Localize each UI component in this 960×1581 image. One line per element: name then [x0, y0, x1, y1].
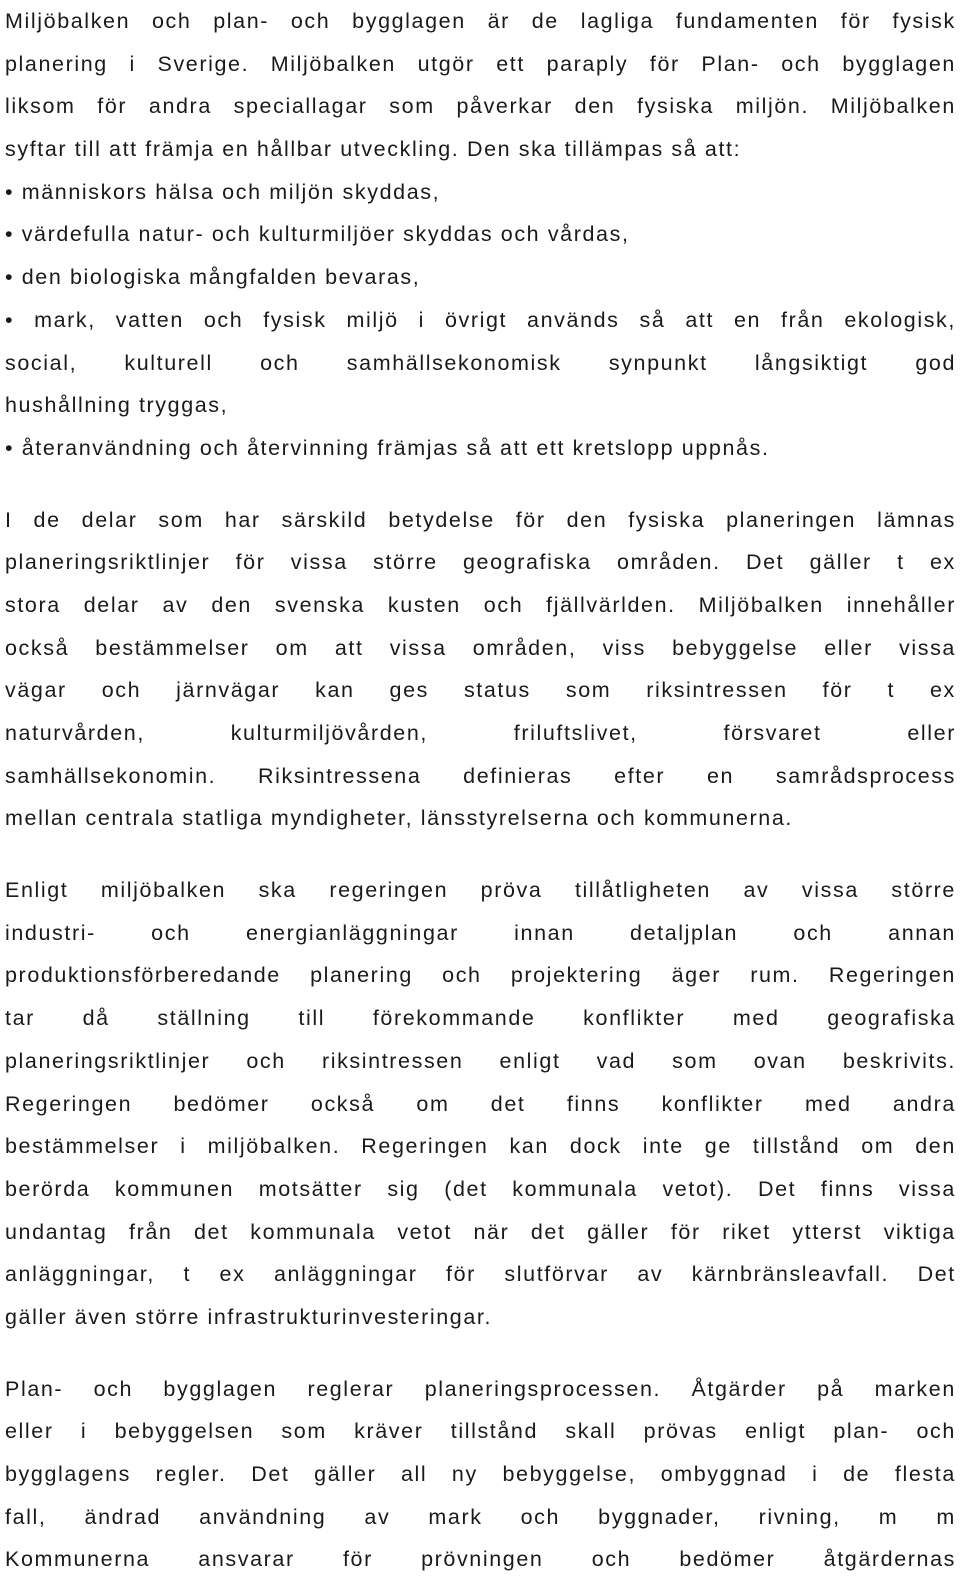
word: till — [298, 1006, 326, 1031]
word: för — [235, 550, 266, 575]
word: har — [224, 507, 261, 532]
word: definieras — [463, 763, 573, 788]
word: för — [670, 1219, 701, 1244]
text-line — [5, 584, 956, 627]
word: riket — [722, 1219, 771, 1244]
word: och — [151, 9, 192, 33]
word: fall, — [5, 1504, 47, 1529]
word: marken — [874, 1376, 956, 1401]
word: konflikter — [583, 1006, 686, 1031]
word: Miljöbalken — [270, 51, 396, 76]
paragraph-gap — [5, 840, 956, 869]
word: det — [490, 1091, 526, 1116]
word: de — [33, 507, 61, 532]
word: efter — [614, 763, 666, 788]
text-line — [5, 1538, 956, 1581]
word: ett — [496, 51, 525, 76]
word: områden. — [617, 550, 721, 575]
word: pröva — [480, 878, 543, 903]
text-line — [5, 1368, 956, 1411]
word: den — [211, 592, 252, 617]
word: kommunala — [512, 1176, 638, 1201]
text-line: • värdefulla natur- och kulturmiljöer skyddas och vårdas, — [5, 222, 630, 247]
word: mark, — [34, 307, 96, 332]
word: områden, — [472, 635, 577, 660]
word: med — [804, 1091, 852, 1116]
word: och — [93, 1376, 134, 1401]
word: ändrad — [84, 1504, 162, 1529]
paragraph — [5, 869, 956, 1339]
word: ge — [704, 1134, 732, 1159]
word: större — [373, 550, 438, 575]
text-line — [5, 1040, 956, 1083]
word: kulturell — [124, 350, 213, 375]
paragraph-gap — [5, 470, 956, 499]
text-line — [5, 1211, 956, 1254]
word: viktiga — [883, 1219, 956, 1244]
word: en — [733, 307, 762, 332]
word: paraply — [546, 51, 629, 76]
paragraph-gap — [5, 1339, 956, 1368]
word: för — [342, 1547, 373, 1572]
word: bestämmelser — [95, 635, 250, 660]
text-line — [5, 1453, 956, 1496]
word: produktionsförberedande — [5, 963, 281, 988]
word: miljöbalken — [100, 878, 227, 903]
word: att — [685, 307, 715, 332]
word: bygglagen — [842, 51, 956, 76]
word: det — [530, 1219, 566, 1244]
word: tar — [5, 1006, 35, 1031]
word: i — [129, 51, 136, 76]
word: god — [915, 350, 956, 375]
word: ekologisk, — [844, 307, 956, 332]
word: lagliga — [580, 9, 655, 33]
word: planeringsriktlinjer — [5, 1048, 211, 1073]
word: detaljplan — [630, 920, 739, 945]
word: vissa — [389, 635, 447, 660]
word: geografiska — [462, 550, 592, 575]
word: betydelse — [388, 507, 495, 532]
text-line — [5, 342, 956, 385]
word: energianläggningar — [245, 920, 459, 945]
word: Plan- — [5, 1376, 64, 1401]
word: fjällvärlden. — [546, 592, 676, 617]
word: och — [101, 678, 142, 703]
word: i — [812, 1462, 819, 1486]
word: fysiska — [637, 94, 714, 119]
word: om — [416, 1091, 450, 1116]
word: skall — [565, 1419, 617, 1444]
word: Regeringen — [5, 1091, 133, 1116]
word: användning — [199, 1504, 327, 1529]
word: m — [878, 1504, 899, 1529]
word: vissa — [290, 550, 348, 575]
word: av — [162, 592, 189, 617]
word: bebyggelse, — [502, 1462, 637, 1486]
word: innan — [514, 920, 575, 945]
word: Åtgärder — [691, 1376, 787, 1401]
word: stora — [5, 592, 61, 617]
word: påverkar — [456, 94, 553, 119]
word: större — [891, 878, 956, 903]
word: fysiska — [628, 507, 706, 532]
word: av — [364, 1504, 391, 1529]
word: bygglagens — [5, 1462, 131, 1486]
text-line — [5, 755, 956, 798]
word: riksintressen — [646, 678, 788, 703]
word: så — [639, 307, 666, 332]
word: och — [203, 307, 244, 332]
word: ytterst — [792, 1219, 863, 1244]
word: planeringen — [726, 507, 857, 532]
word: och — [260, 350, 300, 375]
word: att — [334, 635, 364, 660]
word: den — [566, 507, 608, 532]
word: industri- — [5, 920, 96, 945]
word: flesta — [894, 1462, 956, 1486]
word: från — [129, 1219, 173, 1244]
word: svenska — [274, 592, 365, 617]
text-line — [5, 299, 956, 342]
word: fysisk — [892, 9, 956, 33]
word: regeringen — [329, 878, 449, 903]
word: dock — [569, 1134, 622, 1159]
word: och — [246, 1048, 286, 1073]
word: för — [97, 94, 128, 119]
word: m — [936, 1504, 956, 1529]
word: i — [80, 1419, 88, 1444]
word: vissa — [801, 878, 859, 903]
word: gäller — [587, 1219, 650, 1244]
word: ställning — [157, 1006, 251, 1031]
word: för — [446, 1262, 476, 1287]
text-line: hushållning tryggas, — [5, 393, 229, 418]
text-line — [5, 1410, 956, 1453]
word: bebyggelsen — [114, 1419, 255, 1444]
word: status — [463, 678, 531, 703]
paragraph — [5, 499, 956, 841]
word: långsiktigt — [754, 350, 869, 375]
word: kärnbränsleavfall. — [691, 1262, 890, 1287]
word: beskrivits. — [842, 1048, 956, 1073]
word: om — [275, 635, 309, 660]
text-line — [5, 85, 956, 128]
word: är — [487, 9, 510, 33]
word: och — [483, 592, 524, 617]
word: enligt — [499, 1048, 561, 1073]
word: Kommunerna — [5, 1547, 151, 1572]
text-line — [5, 0, 956, 43]
word: som — [158, 507, 204, 532]
word: och — [290, 9, 331, 33]
text-line — [5, 912, 956, 955]
word: anläggningar, — [5, 1262, 155, 1287]
word: Riksintressena — [258, 763, 422, 788]
word: som — [672, 1048, 718, 1073]
text-line — [5, 541, 956, 584]
word: används — [527, 307, 620, 332]
word: bebyggelse — [672, 635, 799, 660]
word: speciallagar — [233, 94, 368, 119]
word: vatten — [115, 307, 184, 332]
word: kommunen — [114, 1176, 235, 1201]
word: och — [520, 1504, 561, 1529]
word: Miljöbalken — [830, 94, 956, 119]
word: undantag — [5, 1219, 108, 1244]
word: på — [817, 1376, 845, 1401]
word: t — [183, 1262, 192, 1287]
word: miljö — [346, 307, 399, 332]
word: de — [531, 9, 559, 33]
word: all — [400, 1462, 428, 1486]
text-line — [5, 1253, 956, 1296]
word: också — [5, 635, 70, 660]
text-line — [5, 1168, 956, 1211]
word: reglerar — [307, 1376, 395, 1401]
word: plan- — [213, 9, 270, 33]
word: konflikter — [661, 1091, 764, 1116]
word: bedömer — [679, 1547, 776, 1572]
word: Enligt — [5, 878, 69, 903]
word: vetot — [397, 1219, 452, 1244]
word: andra — [148, 94, 212, 119]
word: innehåller — [846, 592, 956, 617]
paragraph — [5, 1368, 956, 1581]
text-line — [5, 43, 956, 86]
word: med — [732, 1006, 780, 1031]
word: plan- — [833, 1419, 890, 1444]
word: Det — [746, 550, 785, 575]
word: kulturmiljövården, — [230, 721, 428, 745]
word: Miljöbalken — [698, 592, 824, 617]
word: den — [574, 94, 616, 119]
word: från — [781, 307, 825, 332]
word: inte — [642, 1134, 684, 1159]
word: tillstånd — [752, 1134, 841, 1159]
word: utgör — [417, 51, 475, 76]
word: gäller — [314, 1462, 377, 1486]
word: det — [194, 1219, 229, 1244]
word: Plan- — [701, 51, 760, 76]
word: viss — [602, 635, 646, 660]
text-line: gäller även större infrastrukturinvesteringar. — [5, 1304, 493, 1329]
text-line — [5, 712, 956, 755]
word: prövningen — [421, 1547, 544, 1572]
word: om — [861, 1134, 895, 1159]
word: bedömer — [173, 1091, 270, 1116]
text-line — [5, 997, 956, 1040]
word: annan — [888, 920, 956, 945]
word: i — [180, 1134, 187, 1159]
word: som — [281, 1419, 327, 1444]
text-line: mellan centrala statliga myndigheter, länsstyrelserna och kommunerna. — [5, 806, 793, 831]
word: rivning, — [758, 1504, 841, 1529]
word: ombyggnad — [660, 1462, 788, 1486]
word: och — [442, 963, 482, 988]
word: planering — [5, 51, 108, 76]
word: åtgärdernas — [823, 1547, 956, 1572]
word: vad — [596, 1048, 637, 1073]
word: ovan — [753, 1048, 807, 1073]
word: och — [591, 1547, 632, 1572]
word: andra — [892, 1091, 956, 1116]
word: anläggningar — [273, 1262, 418, 1287]
word: finns — [820, 1176, 875, 1201]
word: för — [840, 9, 871, 33]
word: samhällsekonomisk — [346, 350, 562, 375]
word: då — [82, 1006, 110, 1031]
word: och — [781, 51, 821, 76]
word: förekommande — [372, 1006, 536, 1031]
word: tillstånd — [450, 1419, 539, 1444]
word: planeringsriktlinjer — [5, 550, 211, 575]
word: prövas — [643, 1419, 718, 1444]
text-line — [5, 954, 956, 997]
word: vissa — [898, 1176, 956, 1201]
word: kan — [509, 1134, 549, 1159]
word: social, — [5, 350, 78, 375]
word: försvaret — [723, 721, 822, 745]
word: geografiska — [827, 1006, 956, 1031]
document-page — [5, 0, 956, 1581]
word: eller — [5, 1419, 54, 1444]
word: ges — [389, 678, 429, 703]
word: ex — [929, 678, 956, 703]
word: fundamenten — [675, 9, 819, 33]
word: järnvägar — [176, 678, 281, 703]
word: eller — [907, 721, 956, 745]
word: vissa — [899, 635, 956, 660]
word: synpunkt — [608, 350, 708, 375]
word: övrigt — [444, 307, 508, 332]
word: vetot). — [662, 1176, 734, 1201]
word: bestämmelser — [5, 1134, 160, 1159]
word: en — [706, 763, 735, 788]
word: och — [151, 920, 191, 945]
word: när — [473, 1219, 510, 1244]
word: delar — [83, 592, 140, 617]
word: liksom — [5, 94, 76, 119]
word: lämnas — [877, 507, 956, 532]
word: t — [887, 678, 896, 703]
word: Det — [758, 1176, 797, 1201]
word: ska — [258, 878, 297, 903]
word: som — [565, 678, 612, 703]
text-line: • återanvändning och återvinning främjas så att ett kretslopp uppnås. — [5, 435, 770, 460]
word: ny — [451, 1462, 478, 1486]
word: I — [5, 507, 13, 532]
word: (det — [444, 1176, 488, 1201]
word: av — [637, 1262, 664, 1287]
word: den — [915, 1134, 956, 1159]
word: berörda — [5, 1176, 91, 1201]
word: friluftslivet, — [513, 721, 638, 745]
word: Det — [917, 1262, 956, 1287]
word: särskild — [281, 507, 368, 532]
word: ex — [219, 1262, 246, 1287]
word: regler. — [155, 1462, 227, 1486]
word: som — [389, 94, 435, 119]
word: rum. — [750, 963, 800, 988]
word: också — [310, 1091, 376, 1116]
word: kommunala — [250, 1219, 376, 1244]
word: av — [743, 878, 770, 903]
word: miljön. — [735, 94, 810, 119]
word: t — [897, 550, 905, 575]
word: eller — [824, 635, 873, 660]
word: enligt — [745, 1419, 807, 1444]
text-line — [5, 1496, 956, 1539]
word: Regeringen — [828, 963, 956, 988]
word: kräver — [354, 1419, 424, 1444]
word: sig — [387, 1176, 420, 1201]
word: miljöbalken. — [207, 1134, 341, 1159]
word: planeringsprocessen. — [424, 1376, 662, 1401]
word: kan — [315, 678, 355, 703]
word: mark — [428, 1504, 483, 1529]
word: tillåtligheten — [574, 878, 711, 903]
text-line — [5, 1125, 956, 1168]
word: vägar — [5, 678, 67, 703]
word: finns — [566, 1091, 621, 1116]
text-line — [5, 499, 956, 542]
word: gäller — [809, 550, 872, 575]
word: samrådsprocess — [775, 763, 956, 788]
word: för — [515, 507, 546, 532]
word: planering — [310, 963, 413, 988]
word: för — [822, 678, 853, 703]
word: projektering — [510, 963, 643, 988]
text-line: • den biologiska mångfalden bevaras, — [5, 265, 421, 290]
word: för — [649, 51, 680, 76]
word: och — [793, 920, 833, 945]
word: de — [843, 1462, 871, 1486]
text-line — [5, 1083, 956, 1126]
text-line: syftar till att främja en hållbar utveckling. Den ska tillämpas så att: — [5, 137, 742, 162]
word: Sverige. — [157, 51, 250, 76]
word: ex — [929, 550, 956, 575]
word: Miljöbalken — [5, 9, 131, 33]
word: kusten — [387, 592, 461, 617]
word: i — [418, 307, 426, 332]
word: naturvården, — [5, 721, 145, 745]
word: byggnader, — [598, 1504, 721, 1529]
word: slutförvar — [504, 1262, 609, 1287]
word: bygglagen — [163, 1376, 278, 1401]
word: riksintressen — [321, 1048, 464, 1073]
word: Regeringen — [361, 1134, 489, 1159]
word: bygglagen — [352, 9, 466, 33]
word: äger — [671, 963, 721, 988]
word: motsätter — [258, 1176, 363, 1201]
paragraph — [5, 0, 956, 470]
word: fysisk — [263, 307, 327, 332]
word: • — [5, 307, 15, 332]
word: samhällsekonomin. — [5, 763, 217, 788]
text-line: • människors hälsa och miljön skyddas, — [5, 179, 441, 204]
text-line — [5, 627, 956, 670]
text-line — [5, 669, 956, 712]
word: och — [916, 1419, 956, 1444]
word: delar — [81, 507, 138, 532]
word: Det — [251, 1462, 290, 1486]
word: ansvarar — [198, 1547, 295, 1572]
text-line — [5, 869, 956, 912]
